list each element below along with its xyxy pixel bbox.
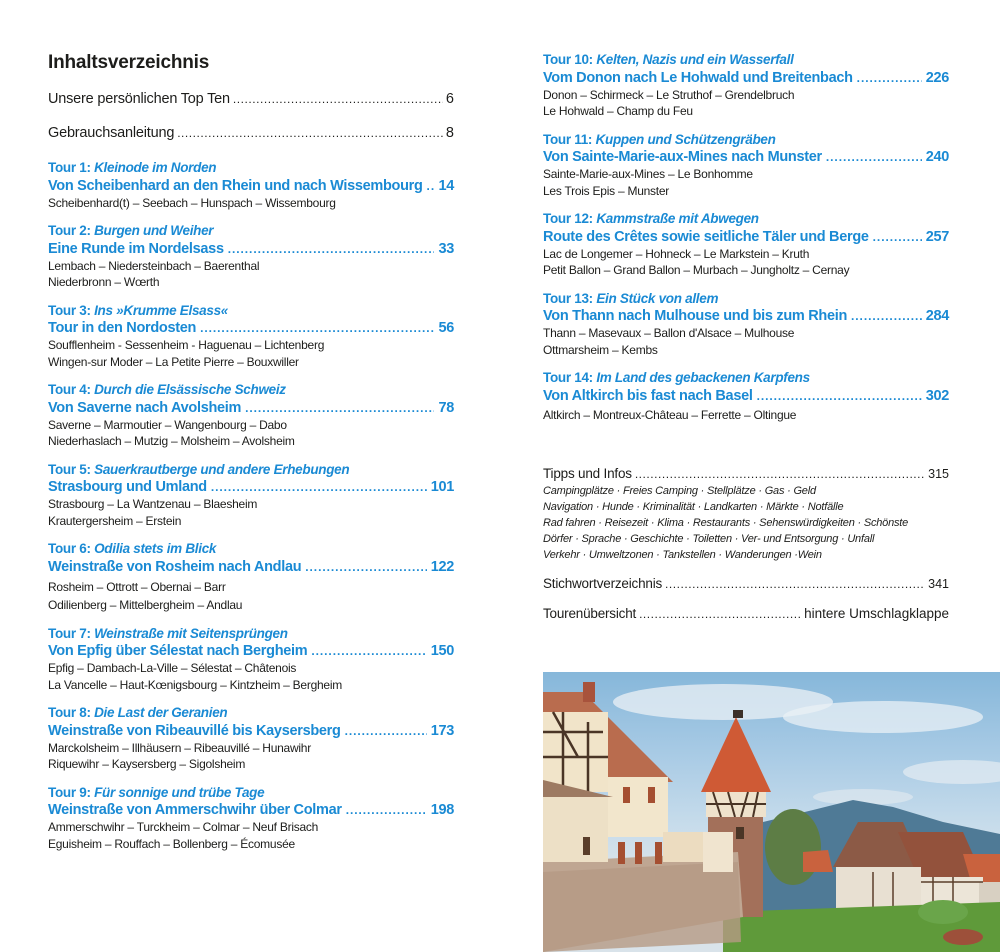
tour-number: Tour 13:: [543, 290, 593, 306]
tour-places: Les Trois Epis – Munster: [543, 183, 670, 198]
leader-dots: [233, 90, 443, 108]
alsatian-village-illustration: [543, 672, 1000, 952]
tour-title: Eine Runde im Nordelsass: [48, 240, 224, 257]
tour-number: Tour 10:: [543, 52, 593, 67]
tour-page: 150: [430, 643, 454, 659]
tour-subtitle: Kelten, Nazis und ein Wasserfall: [596, 52, 794, 67]
leader-dots: [857, 69, 922, 87]
leader-dots: [305, 558, 426, 576]
toc-tour-2[interactable]: [48, 223, 454, 291]
tour-number: Tour 6:: [48, 541, 91, 556]
tour-places: Niederhaslach – Mutzig – Molsheim – Avolsheim: [48, 434, 295, 448]
tour-number: Tour 2:: [48, 223, 91, 238]
toc-tour-14[interactable]: [543, 370, 949, 423]
leader-dots: [873, 228, 922, 246]
tour-number: Tour 1:: [48, 160, 91, 175]
tour-title: Weinstraße von Ribeauvillé bis Kaysersberg: [48, 722, 341, 739]
tour-places: Odilienberg – Mittelbergheim – Andlau: [48, 597, 243, 612]
village-photo: [543, 672, 1000, 952]
tour-number: Tour 14:: [543, 370, 593, 385]
tour-page: 198: [430, 802, 454, 818]
entry-page: 8: [445, 125, 454, 141]
toc-tour-5[interactable]: [48, 462, 454, 530]
leader-dots: [346, 801, 427, 819]
entry-label: Gebrauchsanleitung: [48, 125, 175, 141]
toc-tour-11[interactable]: [543, 132, 949, 200]
leader-dots: [851, 307, 922, 325]
tour-places: Riquewihr – Kaysersberg – Sigolsheim: [48, 757, 246, 771]
tour-title: Von Thann nach Mulhouse und bis zum Rhein: [543, 308, 848, 324]
toc-tour-13[interactable]: [543, 291, 949, 359]
tour-page: 101: [430, 479, 454, 495]
tour-title: Von Saverne nach Avolsheim: [48, 399, 242, 416]
leader-dots: [245, 399, 434, 417]
leader-dots: [665, 575, 925, 593]
tour-title: Strasbourg und Umland: [48, 479, 207, 495]
entry-label: Stichwortverzeichnis: [543, 576, 663, 591]
tour-subtitle: Sauerkrautberge und andere Erhebungen: [94, 461, 350, 477]
tour-places: Lembach – Niedersteinbach – Baerenthal: [48, 258, 260, 273]
toc-entry-tipps[interactable]: [543, 465, 949, 563]
tour-places: Lac de Longemer – Hohneck – Le Markstein – Kruth: [543, 246, 810, 261]
tour-number: Tour 5:: [48, 461, 91, 477]
tipps-topics-line: Dörfer · Sprache · Geschichte · Toiletten · Ver- und Entsorgung · Unfall: [543, 533, 875, 545]
tour-page: 173: [430, 722, 454, 739]
tipps-topics-line: Campingplätze · Freies Camping · Stellplätze · Gas · Geld: [543, 485, 816, 497]
entry-label: Tourenübersicht: [543, 606, 637, 621]
tour-subtitle: Ein Stück von allem: [596, 290, 719, 306]
tour-places: Thann – Masevaux – Ballon d'Alsace – Mulhouse: [543, 326, 795, 340]
tour-subtitle: Burgen und Weiher: [94, 223, 214, 238]
toc-left-column: [48, 52, 454, 852]
entry-label: Tipps und Infos: [543, 466, 632, 481]
tour-number: Tour 11:: [543, 131, 593, 147]
tour-places: Wingen-sur Moder – La Petite Pierre – Bouxwiller: [48, 354, 299, 369]
tour-places: Rosheim – Ottrott – Obernai – Barr: [48, 579, 226, 594]
tour-page: 33: [438, 240, 454, 257]
tipps-topics-line: Rad fahren · Reisezeit · Klima · Restaurants · Sehenswürdigkeiten · Schönste: [543, 517, 909, 529]
leader-dots: [228, 240, 435, 258]
toc-tour-9[interactable]: [48, 785, 454, 853]
tour-places: Marckolsheim – Illhäusern – Ribeauvillé – Hunawihr: [48, 740, 311, 755]
tour-title: Weinstraße von Rosheim nach Andlau: [48, 558, 302, 575]
tour-subtitle: Für sonnige und trübe Tage: [94, 784, 265, 800]
toc-tour-12[interactable]: [543, 211, 949, 279]
tour-places: Krautergersheim – Erstein: [48, 513, 182, 528]
toc-tour-7[interactable]: [48, 626, 454, 694]
tour-number: Tour 4:: [48, 382, 91, 397]
tour-title: Vom Donon nach Le Hohwald und Breitenbach: [543, 69, 853, 86]
toc-entry-gebrauchsanleitung[interactable]: [48, 124, 454, 142]
tour-places: Scheibenhard(t) – Seebach – Hunspach – Wissembourg: [48, 195, 336, 210]
leader-dots: [345, 722, 427, 740]
tour-page: 122: [430, 558, 454, 575]
tipps-topics-line: Navigation · Hunde · Kriminalität · Landkarten · Märkte · Notfälle: [543, 501, 844, 513]
leader-dots: [200, 319, 434, 337]
tour-page: 302: [925, 387, 949, 404]
tour-title: Weinstraße von Ammerschwihr über Colmar: [48, 802, 342, 818]
toc-right-column: [543, 52, 949, 623]
leader-dots: [757, 387, 922, 405]
tour-places: Petit Ballon – Grand Ballon – Murbach – Jungholtz – Cernay: [543, 263, 850, 277]
leader-dots: [639, 605, 801, 623]
tour-page: 284: [925, 308, 949, 324]
toc-tour-1[interactable]: [48, 160, 454, 211]
tour-page: 56: [438, 320, 454, 336]
tour-places: Ammerschwihr – Turckheim – Colmar – Neuf Brisach: [48, 820, 319, 834]
tour-subtitle: Kuppen und Schützengräben: [595, 131, 776, 147]
toc-tour-10[interactable]: [543, 52, 949, 120]
leader-dots: [635, 465, 925, 483]
tour-number: Tour 7:: [48, 625, 91, 641]
leader-dots: [427, 177, 435, 195]
tour-subtitle: Im Land des gebackenen Karpfens: [596, 370, 810, 385]
tour-page: 14: [438, 177, 454, 194]
tipps-topics-line: Verkehr · Umweltzonen · Tankstellen · Wanderungen ·Wein: [543, 549, 822, 561]
tour-places: Le Hohwald – Champ du Feu: [543, 104, 693, 118]
tour-number: Tour 12:: [543, 211, 593, 226]
toc-tour-6[interactable]: [48, 541, 454, 614]
tour-subtitle: Kleinode im Norden: [94, 160, 217, 175]
tour-subtitle: Odilia stets im Blick: [94, 541, 217, 556]
tour-subtitle: Weinstraße mit Seitensprüngen: [94, 625, 288, 641]
tour-title: Von Scheibenhard an den Rhein und nach Wissembourg: [48, 177, 423, 194]
tour-subtitle: Ins »Krumme Elsass«: [94, 302, 228, 318]
tour-places: Soufflenheim - Sessenheim - Haguenau – Lichtenberg: [48, 338, 325, 352]
tour-subtitle: Kammstraße mit Abwegen: [596, 211, 759, 226]
tour-page: 78: [438, 399, 454, 416]
tour-number: Tour 3:: [48, 302, 91, 318]
entry-label: Unsere persönlichen Top Ten: [48, 91, 230, 107]
tour-title: Von Epfig über Sélestat nach Bergheim: [48, 643, 308, 659]
leader-dots: [826, 148, 922, 166]
leader-dots: [211, 478, 427, 496]
leader-dots: [311, 642, 426, 660]
tour-places: Saverne – Marmoutier – Wangenbourg – Dabo: [48, 417, 287, 432]
tour-subtitle: Die Last der Geranien: [94, 705, 228, 720]
tour-title: Tour in den Nordosten: [48, 320, 197, 336]
tour-page: 257: [925, 228, 949, 245]
toc-entry-top-ten[interactable]: [48, 90, 454, 108]
tour-title: Von Sainte-Marie-aux-Mines nach Munster: [543, 149, 822, 165]
tour-places: Epfig – Dambach-La-Ville – Sélestat – Châtenois: [48, 661, 297, 675]
toc-entry-stichwortverzeichnis[interactable]: [543, 575, 949, 593]
toc-tour-8[interactable]: [48, 705, 454, 773]
tour-page: 240: [925, 149, 949, 165]
toc-entry-tourenuebersicht[interactable]: [543, 605, 949, 623]
tour-number: Tour 8:: [48, 705, 91, 720]
tour-places: Niederbronn – Wœrth: [48, 275, 160, 289]
toc-tour-4[interactable]: [48, 382, 454, 450]
tour-places: Eguisheim – Rouffach – Bollenberg – Écomusée: [48, 836, 295, 851]
entry-page: hintere Umschlagklappe: [804, 606, 949, 621]
page-title: Inhaltsverzeichnis: [48, 52, 210, 73]
tour-page: 226: [925, 69, 949, 86]
tour-subtitle: Durch die Elsässische Schweiz: [94, 382, 286, 397]
entry-page: 6: [445, 91, 454, 107]
tour-places: Ottmarsheim – Kembs: [543, 342, 658, 357]
tour-places: Sainte-Marie-aux-Mines – Le Bonhomme: [543, 167, 753, 181]
tour-places: Altkirch – Montreux-Château – Ferrette – Oltingue: [543, 407, 797, 422]
entry-page: 341: [928, 577, 949, 591]
tour-places: La Vancelle – Haut-Kœnigsbourg – Kintzheim – Bergheim: [48, 677, 343, 692]
tour-number: Tour 9:: [48, 784, 91, 800]
tour-title: Route des Crêtes sowie seitliche Täler und Berge: [543, 228, 869, 245]
tour-title: Von Altkirch bis fast nach Basel: [543, 387, 753, 404]
toc-tour-3[interactable]: [48, 303, 454, 371]
tour-places: Donon – Schirmeck – Le Struthof – Grendelbruch: [543, 87, 795, 102]
leader-dots: [177, 124, 443, 142]
tour-places: Strasbourg – La Wantzenau – Blaesheim: [48, 497, 258, 511]
entry-page: 315: [928, 467, 949, 481]
